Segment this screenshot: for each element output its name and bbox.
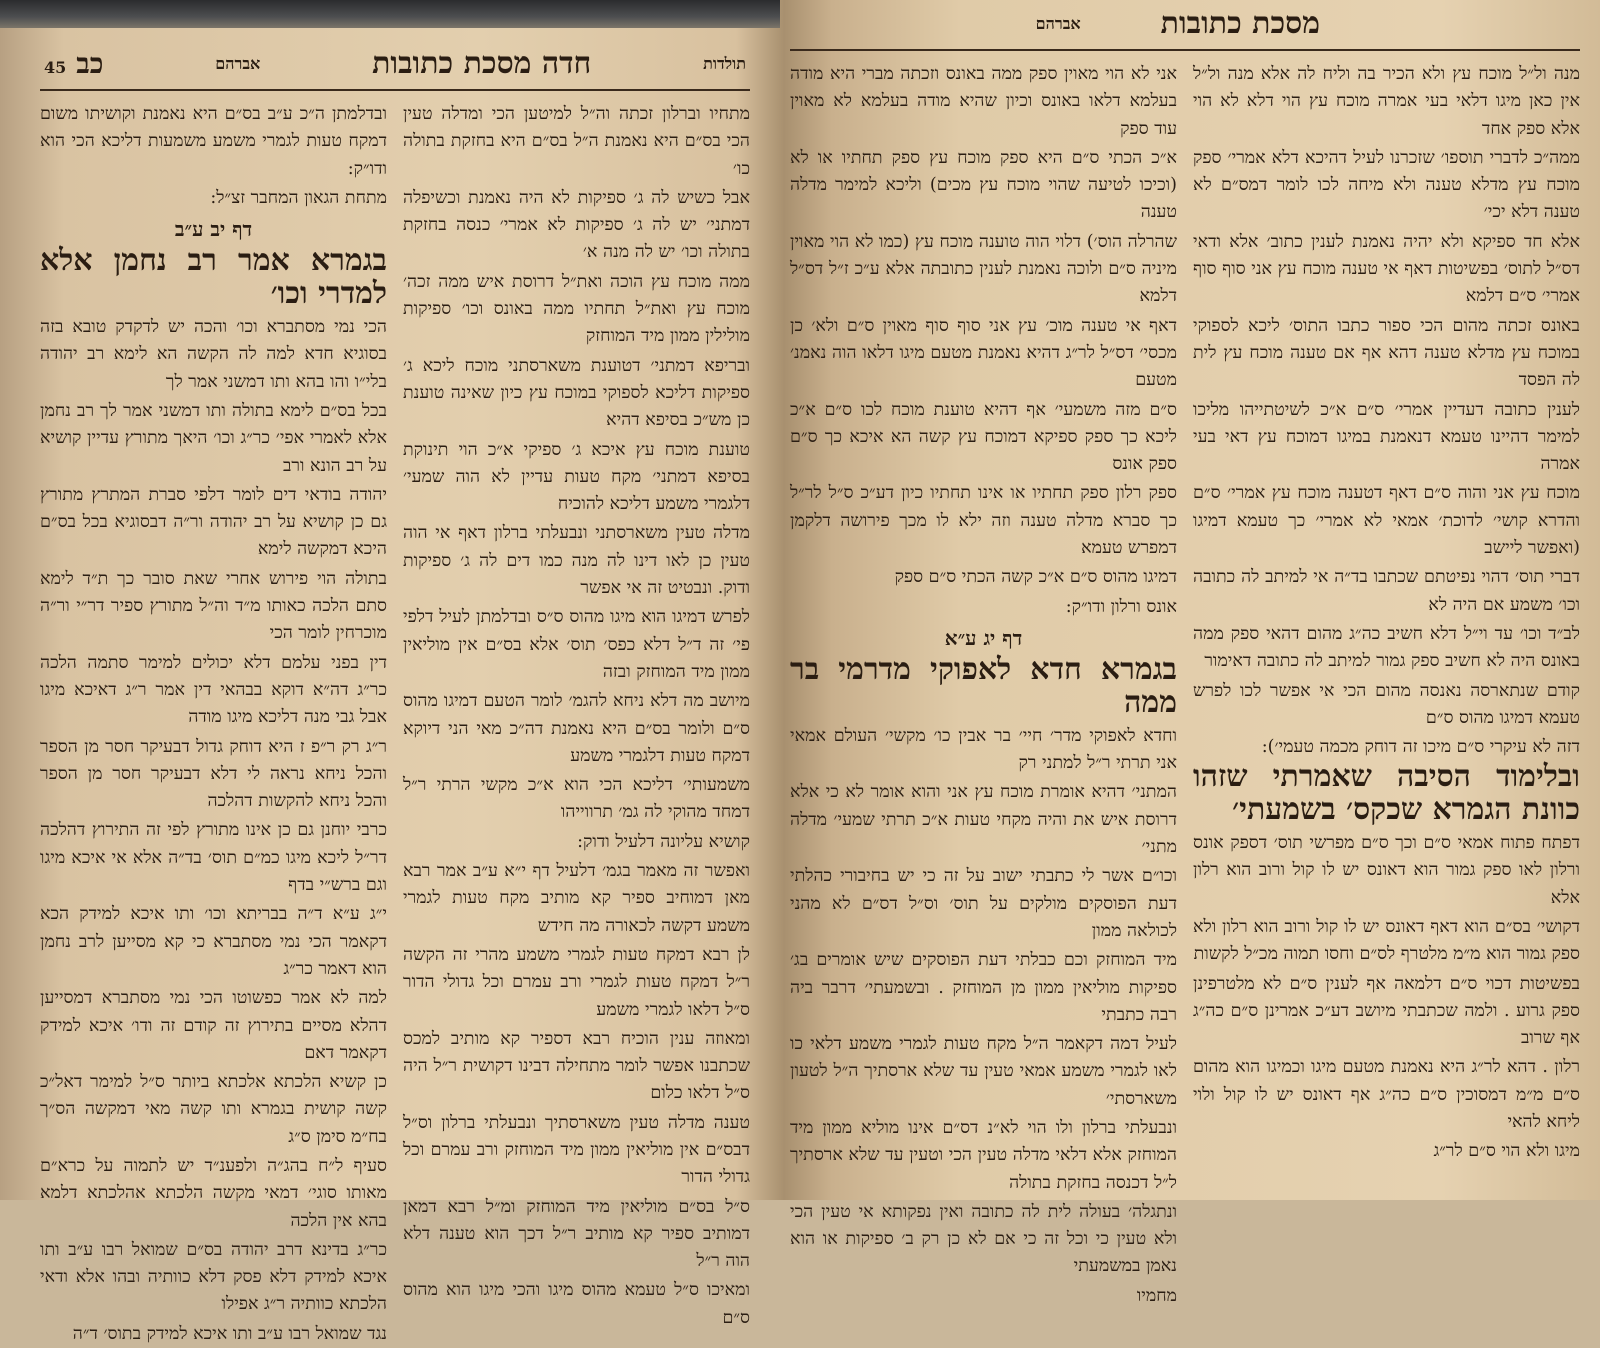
paragraph: ממה מוכח עץ הוכה ואת״ל דרוסת איש ממה זכה׳ מוכח עץ ואת״ל תחתיו ממה באונס וכו׳ ספיקות מולילין ממון מיד המוחזק (403, 271, 750, 347)
paragraph: וחדא לאפוקי מדר׳ חיי׳ בר אבין כו׳ מקשי׳ העולם אמאי אני תרתי ר״ל למתני רק (790, 725, 1177, 774)
paragraph: לן רבא דמקח טעות לגמרי משמע מהרי זה הקשה ר״ל דמקח טעות לגמרי ורב עמרם וכל גדולי הדור ס״ל דלאו לגמרי משמע (403, 944, 750, 1020)
paragraph: אלא חד ספיקא ולא יהיה נאמנת לענין כתוב׳ אלא ודאי דס״ל לתוס׳ בפשיטות דאף אי טענה מוכח עץ אני סוף סוף אמרי׳ ס״ם דלמא (1193, 231, 1580, 307)
paragraph: ספק רלון ספק תחתיו או אינו תחתיו כיון דע״כ ס״ל לר״ל כך סברא מדלה טענה וזה ילא לו מכך פירושה דלקמן דמפרש טעמא (790, 483, 1177, 559)
paragraph: רלון . דהא לר״ג היא נאמנת מטעם מיגו וכמיגו הוא מהום ס״ם מ״מ דמסוכין ס״ם כה״ג אף דאונס יש לו קול ולוי ליחא להאי (1193, 1057, 1580, 1132)
paragraph: נגד שמואל רבו ע״ב ותו איכא למידק בתוס׳ ד״ה (72, 1323, 387, 1344)
paragraph: טוענת מוכח עץ איכא ג׳ ספיקי א״כ הוי תינוקת בסיפא דמתני׳ מקח טעות עדיין לא הוה שמעי׳ דלגמרי משמע דליכא להוכיח (403, 439, 750, 515)
daf-heading: דף יב ע״ב (174, 217, 253, 242)
paragraph: י״ג ע״א ד״ה בבריתא וכו׳ ותו איכא למידק הכא דקאמר הכי נמי מסתברא כי קא מסייען לרב נחמן הוא דאמר כר״ג (40, 904, 387, 979)
paragraph: ומאוזה ענין הוכיח רבא דספיר קא מותיב למכס שכתבנו אפשר לומר מתחילה דבינו דקושית ר״ל היה ס״ל דלאו כלום (403, 1028, 750, 1104)
page-number: 45 (44, 57, 67, 77)
paragraph: דין בפני עלמם דלא יכולים למימר סתמה הלכה כר״ג דה״א דוקא בבהאי דין אמר ר״ג דאיכא מיגו אבל גבי מנה דליכא מיגו מודה (40, 652, 387, 728)
paragraph: ס״ל בס״ם מוליאין מיד המוחזק ומ״ל רבא דמאן דמותיב ספיר קא מותיב ר״ל דכך הוא טענה דלא הוה ר״ל (403, 1196, 750, 1272)
paragraph (40, 243, 387, 312)
paragraph: אונס ורלון ודו״ק: (1065, 596, 1177, 617)
paragraph: בתולה הוי פירוש אחרי שאת סובר כך ת״ד לימא סתם הלכה כאותו מ״ד וה״ל מתורץ ספיר דר״י ור״ה מוכרחין לומר הכי (40, 568, 387, 644)
paragraph: בפשיטות דכוי ס״ם דלמאה אף לענין ס״ם לא מלטרפינן ספק גרוע . ולמה שכתבתי מיושב דע״כ אמרינן ס״ם כה״ג אף שרוב (1193, 973, 1580, 1049)
paragraph: דזה לא עיקרי ס״ם מיכו זה דוחק מכמה טעמי׳): (1261, 737, 1580, 758)
paragraph (790, 652, 1177, 721)
left-page (40, 40, 750, 1344)
paragraph: מוכח עץ אני והוה ס״ם דאף דטענה מוכח עץ אמרי׳ ס״ם והדרא קושי׳ לדוכת׳ אמאי לא אמרי׳ כך טעמא דמיגו (ואפשר ליישב (1193, 483, 1580, 559)
paragraph: ובדלמתן ה״כ ע״ב בס״ם היא נאמנת וקושיתו משום דמקח טעות לגמרי משמע משמעות דליכא הכי הוא ודו״ק: (40, 104, 387, 179)
paragraph (1193, 759, 1580, 828)
paragraph: דפתח פתוח אמאי ס״ם וכך ס״ם מפרשי תוס׳ דספק אונס ורלון לאו ספק גמור הוא דאונס יש לו קול ורוב הוא רלון אלא (1193, 833, 1580, 908)
paragraph: קושיא עליונה דלעיל ודוק: (577, 831, 750, 852)
paragraph: מתחת הגאון המחבר זצ״ל: (210, 187, 387, 208)
page-hebrew-number: כב (76, 46, 104, 80)
left-page-right-column (403, 101, 750, 1328)
paragraph: קודם שנתארסה נאנסה מהום הכי אי אפשר לכו לפרש טעמא דמיגו מהוס ס״ם (1193, 680, 1580, 728)
paragraph: אבל כשיש לה ג׳ ספיקות לא היה נאמנת וכשיפלה דמתני׳ יש לה ג׳ ספיקות לא אמרי׳ כנסה בחזקת בתולה וכו׳ יש לה מנה א׳ (403, 187, 750, 263)
author-label: אברהם (1035, 13, 1081, 33)
paragraph: ובריפא דמתני׳ דטוענת משארסתני מוכח ליכא ג׳ ספיקות דליכא לספוקי במוכח עץ כיון שאינה טוענת כן מש״כ בסיפא דהיא (403, 355, 750, 431)
left-page-header (40, 40, 750, 91)
paragraph: בכל בס״ם לימא בתולה ותו דמשני אמר לך רב נחמן אלא לאמרי אפי׳ כר״ג וכו׳ היאך מתורץ עדיין קושיא על רב הונא ורב (40, 400, 387, 476)
book-top-edge (0, 0, 780, 28)
paragraph: לעיל דמה דקאמר ה״ל מקח טעות לגמרי משמע דלאי כו לאו לגמרי משמע אמאי טעין עד שלא ארסתיך ה״ל לטעון משארסתי׳ (790, 1034, 1177, 1109)
page-title: חדה מסכת כתובות (372, 46, 592, 81)
paragraph: דקושי׳ בס״ם הוא דאף דאונס יש לו קול ורוב הוא רלון ולא ספק גמור הוא מ״מ מלטרף לס״ם וחסו תמוה מכ״ל לקשות (1193, 916, 1580, 965)
paragraph: מדלה טעין משארסתני ונבעלתי ברלון דאף אי הוה טעין כן לאו דינו לה מנה כמו דים לה ג׳ ספיקות ודוק. ונבטיט זה אי אפשר (403, 523, 750, 599)
paragraph: דברי תוס׳ דהוי נפיטתם שכתבו בד״ה אי למיתב לה כתובה וכו׳ משמע אם היה לא (1193, 567, 1580, 615)
right-page-columns (790, 61, 1580, 1306)
left-page-columns (40, 101, 750, 1344)
paragraph: למה לא אמר כפשוטו הכי נמי מסתברא דמסייען דהלא מסיים בתירוץ זה קודם זה ודו׳ איכא למידק דקאמר דאם (40, 988, 387, 1063)
paragraph: ס״ם מזה משמעי׳ אף דהיא טוענת מוכח לכו ס״ם א״כ ליכא כך ספק ספיקא דמוכח עץ קשה הא איכא כך ס״ם ספק אונס (790, 399, 1177, 475)
right-page (790, 0, 1580, 1306)
paragraph: לענין כתובה דעדיין אמרי׳ ס״ם א״כ לשיטתייהו מליכו למימר דהיינו טעמא דנאמנת במיגו דמוכח עץ דאי בעי אמרה (1193, 399, 1580, 475)
page-number-block (44, 47, 103, 81)
right-page-left-column (790, 61, 1177, 1306)
paragraph: ר״ג רק ר״פ ז היא דוחק גדול דבעיקר חסר מן הספר והכל ניחא נראה לי דלא דבעיקר חסר מן הספר והכל ניחא להקשות דהלכה (40, 736, 387, 812)
paragraph: המתני׳ דהיא אומרת מוכח עץ אני והוא אומר לא כי אלא דרוסת איש את והיה מקחי טעות א״כ תרתי שמעי׳ מדלה מתני׳ (790, 782, 1177, 858)
paragraph: וכו״ם אשר לי כתבתי ישוב על זה כי יש בחיבורי כהלתי דעת הפוסקים מולקים על תוס׳ וס״ל דס״ם לא מהני לכולאה ממון (790, 866, 1177, 941)
paragraph: סעיף ל״ח בהג״ה ולפענ״ד יש לתמוה על כרא״ם מאותו סוגי׳ דמאי מקשה הלכתא אהלכתא דלמא בהא אין הלכה (40, 1155, 387, 1231)
paragraph: טענה מדלה טעין משארסתיך ונבעלתי ברלון וס״ל דבס״ם אין מוליאין ממון מיד המוחזק ורב עמרם וכל גדולי הדור (403, 1112, 750, 1188)
paragraph: מתחיו וברלון זכתה וה״ל למיטען הכי ומדלה טעין הכי בס״ם היא נאמנת ה״ל בס״ם היא בחזקת בתולה כו׳ (403, 104, 750, 179)
paragraph: משמעותי׳ דליכא הכי הוא א״כ מקשי הרתי ר״ל דמחד מהוקי לה גמ׳ תרווייהו (403, 775, 750, 823)
paragraph: יהודה בודאי דים לומר דלפי סברת המתרץ מתורץ גם כן קושיא על רב יהודה ור״ה דבסוגיא בכל בס״ם היכא דמקשה לימא (40, 484, 387, 560)
running-head: תולדות (703, 53, 746, 73)
paragraph: הכי נמי מסתברא וכו׳ והכה יש לדקדק טובא בזה בסוגיא חדא למה לה הקשה הא לימא רב יהודה בלי״ו והו בהא ותו דמשני אמר לך (40, 317, 387, 392)
dibbur-hamatchil: בגמרא אמר רב נחמן אלא למדרי וכו׳ (40, 243, 387, 311)
right-page-header (790, 0, 1580, 51)
paragraph: ממה״כ לדברי תוספו׳ שזכרנו לעיל דהיכא דלא אמרי׳ ספק מוכח עץ מדלא טענה ולא מיחה לכו לומר דמס״ם לא טענה דלא יכי׳ (1193, 147, 1580, 223)
paragraph: מיושב מה דלא ניחא להגמ׳ לומר הטעם דמיגו מהוס ס״ם ולומר בס״ם היא נאמנת דה״כ מאי הני דיוקא דמקח טעות דלגמרי משמע (403, 691, 750, 766)
right-page-right-column (1193, 61, 1580, 1181)
paragraph: א״כ הכתי ס״ם היא ספק מוכח עץ ספק תחתיו או לא (וכיכו לטיעה שהוי מוכח עץ מכים) וליכא למימר מדלה טענה (790, 147, 1177, 223)
dibbur-hamatchil: בגמרא חדא לאפוקי מדרמי בר ממה (790, 652, 1177, 720)
paragraph: כן קשיא הלכתא אלכתא ביותר ס״ל למימר דאל״כ קשה קושית בגמרא ותו קשה מאי דמקשה הס״ך בח״מ סימן ס״ג (40, 1072, 387, 1147)
paragraph: מחמיו (1136, 1285, 1177, 1306)
paragraph: לפרש דמיגו הוא מיגו מהוס ס״ס ובדלמתן לעיל דלפי פי׳ זה ד״ל דלא כפס׳ תוס׳ אלא בס״ם אין מוליאין ממון מיד המוחזק ובזה (403, 607, 750, 682)
dibbur-hamatchil: ובלימוד הסיבה שאמרתי שזהו כוונת הגמרא שכקס׳ בשמעתי׳ (1193, 759, 1580, 827)
paragraph: מנה ול״ל מוכח עץ ולא הכיר בה וליח לה אלא מנה ול״ל אין כאן מיגו דלאי בעי אמרה מוכח עץ הוי דלא לא הוי אלא ספק אחד (1193, 64, 1580, 139)
paragraph: מיגו ולא הוי ס״ם לר״ג (1433, 1141, 1580, 1162)
left-page-left-column (40, 101, 387, 1344)
paragraph: כרבי יוחנן גם כן אינו מתורץ לפי זה התירוץ דהלכה דר״ל ליכא מיגו כמ״ם תוס׳ בד״ה אלא אי איכא מיגו וגם ברש״י בדף (40, 820, 387, 896)
paragraph: אני לא הוי מאוין ספק ממה באונס וזכתה מברי היא מודה בעלמא דלאו באונס וכיון שהיא מודה בעלמא לא מאוין עוד ספק (790, 64, 1177, 139)
paragraph: מיד המוחזק וכם כבלתי דעת הפוסקים שיש אומרים בג׳ ספיקות מוליאין ממון מן המוחזק . ובשמעתי׳ דרבר ביה רבה כתבתי (790, 950, 1177, 1025)
paragraph: כר״ג בדינא דרב יהודה בס״ם שמואל רבו ע״ב ותו איכא למידק דלא פסק דלא כוותיה ובהו אלא ודאי הלכתא כוותיה ר״ג אפילו (40, 1239, 387, 1315)
paragraph: ומאיכו ס״ל טעמא מהוס מיגו והכי מיגו הוא מהוס ס״ם (403, 1280, 750, 1328)
paragraph: לב״ד וכו׳ עד וי״ל דלא חשיב כה״ג מהום דהאי ספק ממה באונס היה לא חשיב ספק גמור למיתב לה כתובה דאימור (1193, 623, 1580, 672)
paragraph: דאף אי טענה מוכ׳ עץ אני סוף סוף מאוין ס״ם ולא׳ כן מכסי׳ דס״ל לר״ג דהיא נאמנת מטעם מיגו דלאו הוה נאמנ׳ מטעם (790, 315, 1177, 391)
paragraph: ונבעלתי ברלון ולו הוי לא״נ דס״ם אינו מוליא ממון מיד המוחזק אלא דלאי מדלה טעין הכי וטעין עד שלא ארסתיך ל״ל דכנסה בחזקת בתולה (790, 1117, 1177, 1193)
paragraph: ונתגלה׳ בעולה לית לה כתובה ואין נפקותא אי טעין הכי ולא טעין כי וכל זה כי אם לא כן רק ב׳ ספיקות או הוא נאמן במשמעתי (790, 1201, 1177, 1277)
page-title: מסכת כתובות (1160, 6, 1320, 41)
paragraph: שהרלה הוס׳) דלוי הוה טוענה מוכח עץ (כמו לא הוי מאוין מיניה ס״ם ולוכה נאמנת לענין כתובתה אלא ע״כ ז״ל דס״ל דלמא (790, 231, 1177, 307)
paragraph: באונס זכתה מהום הכי ספור כתבו התוס׳ ליכא לספוקי במוכח עץ מדלא טענה דהא אף אם טענה מוכח עץ לית לה הפסד (1193, 315, 1580, 391)
paragraph: דמיגו מהוס ס״ם א״כ קשה הכתי ס״ם ספק (894, 567, 1177, 588)
paragraph: ואפשר זה מאמר בגמ׳ דלעיל דף י״א ע״ב אמר רבא מאן דמוחיב ספיר קא מותיב מקח טעות לגמרי משמע דקשה לכאורה מה חידש (403, 861, 750, 936)
author-label: אברהם (215, 53, 261, 73)
daf-heading: דף יג ע״א (944, 625, 1023, 650)
